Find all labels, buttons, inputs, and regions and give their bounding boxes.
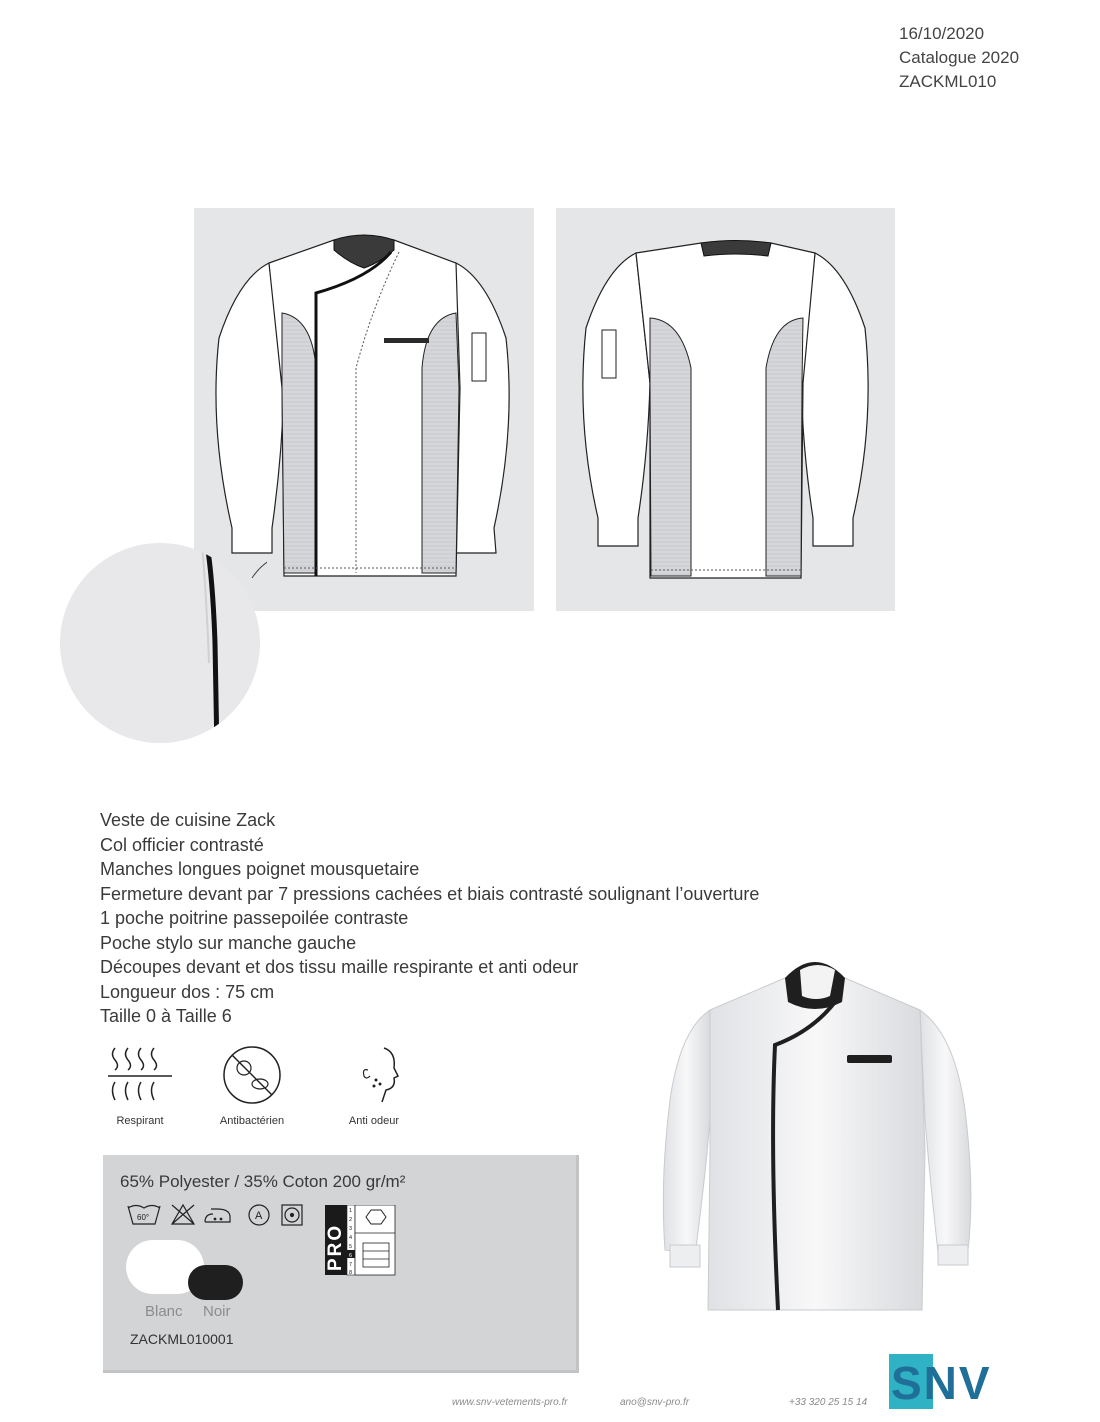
- pro-scale-number: 1: [349, 1208, 353, 1214]
- description-line: Manches longues poignet mousquetaire: [100, 859, 420, 879]
- feature-respirant: [90, 1040, 190, 1127]
- description-line: Veste de cuisine Zack: [100, 810, 276, 830]
- no-bleach-icon: [172, 1205, 194, 1224]
- feature-label: Antibactérien: [219, 1115, 285, 1127]
- color-swatch-noir: [188, 1265, 243, 1300]
- snv-logo: [889, 1354, 1023, 1409]
- pro-scale-number: 7: [349, 1262, 353, 1268]
- description-line: Poche stylo sur manche gauche: [100, 932, 357, 953]
- description-line: Taille 0 à Taille 6: [100, 1006, 232, 1026]
- pro-scale-number: 5: [349, 1244, 353, 1250]
- feature-anti-odeur: [324, 1040, 424, 1127]
- product-reference: ZACKML010: [899, 72, 997, 91]
- color-label-blanc: Blanc: [145, 1303, 183, 1320]
- feature-antibacterien: [202, 1040, 302, 1127]
- catalogue-name: Catalogue 2020: [899, 48, 1020, 67]
- fabric-detail-zoom: [57, 543, 267, 748]
- description-line: Col officier contrasté: [100, 834, 264, 855]
- jacket-back-drawing: [556, 208, 895, 611]
- pro-label: PRO: [325, 1223, 346, 1271]
- logo-text: SNV: [891, 1357, 992, 1409]
- pro-scale-number: 4: [349, 1235, 353, 1241]
- description-line: Découpes devant et dos tissu maille respirante et anti odeur: [100, 957, 579, 977]
- footer-email[interactable]: ano@snv-pro.fr: [620, 1397, 690, 1408]
- feature-label: Respirant: [116, 1115, 164, 1127]
- pro-rating-badge: [325, 1205, 397, 1277]
- feature-label: Anti odeur: [348, 1115, 400, 1127]
- care-symbols: [125, 1200, 310, 1230]
- anti-odor-icon: [324, 1040, 424, 1110]
- pro-scale-number: 2: [349, 1217, 353, 1223]
- breathable-icon: [90, 1040, 190, 1110]
- footer-phone: +33 320 25 15 14: [789, 1397, 868, 1408]
- document-meta: [899, 22, 1019, 94]
- back-view-panel: [556, 208, 895, 611]
- pro-scale-number: 8: [349, 1270, 353, 1276]
- color-label-noir: Noir: [203, 1303, 231, 1320]
- pro-scale-number: 6: [349, 1253, 353, 1259]
- iron-icon: [205, 1209, 230, 1222]
- fabric-composition: 65% Polyester / 35% Coton 200 gr/m²: [120, 1172, 406, 1191]
- pro-scale-number: 3: [349, 1226, 353, 1232]
- product-photo: [650, 950, 980, 1320]
- wash-temperature: 60°: [137, 1213, 150, 1222]
- description-line: Longueur dos : 75 cm: [100, 981, 275, 1002]
- document-date: 16/10/2020: [899, 24, 985, 43]
- description-line: Fermeture devant par 7 pressions cachées et biais contrasté soulignant l’ouverture: [100, 883, 760, 904]
- svg-text:A: A: [255, 1210, 263, 1222]
- footer-website[interactable]: www.snv-vetements-pro.fr: [452, 1397, 568, 1408]
- description-line: 1 poche poitrine passepoilée contraste: [100, 908, 409, 928]
- antibacterial-icon: [202, 1040, 302, 1110]
- article-code: ZACKML010001: [130, 1331, 234, 1347]
